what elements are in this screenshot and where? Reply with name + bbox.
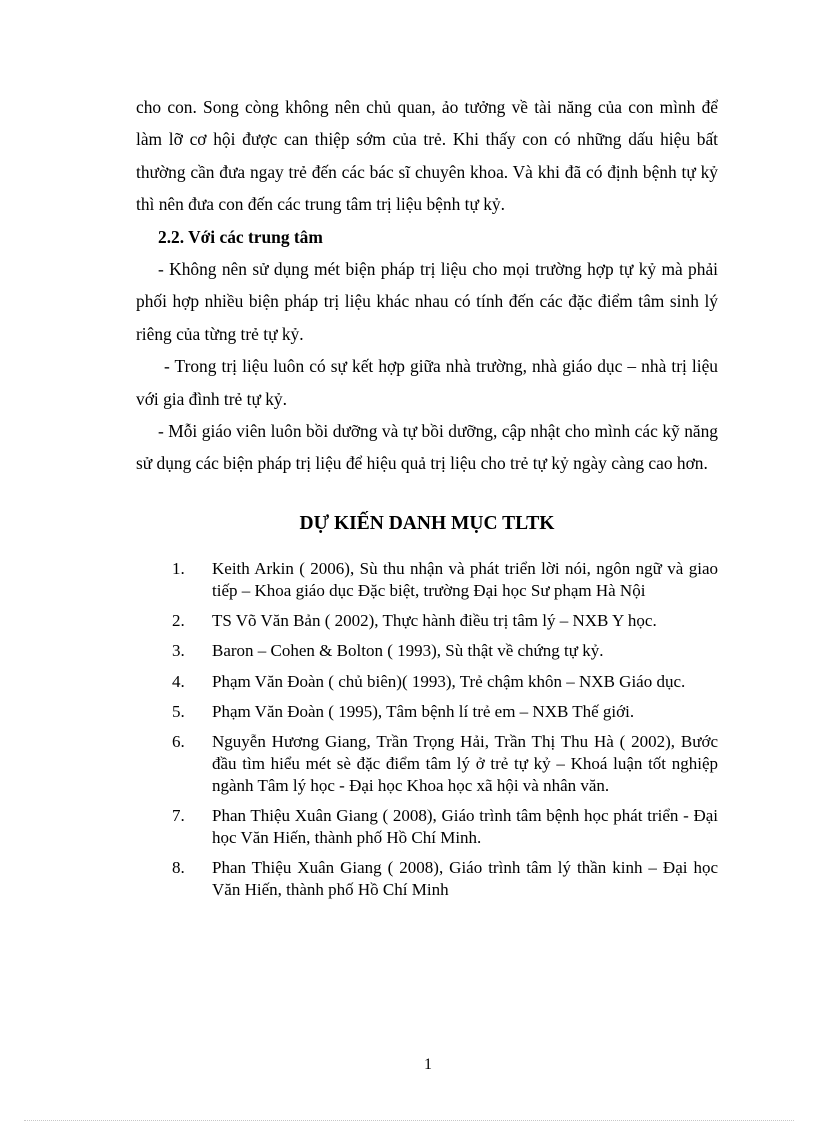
reference-text: Baron – Cohen & Bolton ( 1993), Sù thật về chứng tự kỷ. — [212, 641, 604, 661]
reference-number: 7. — [172, 806, 185, 826]
reference-item — [136, 731, 718, 796]
reference-text: TS Võ Văn Bản ( 2002), Thực hành điều trị tâm lý – NXB Y học. — [212, 611, 657, 631]
reference-item — [136, 610, 718, 632]
paragraph-centers-cooperation: - Trong trị liệu luôn có sự kết hợp giữa nhà trường, nhà giáo dục – nhà trị liệu với gia đình trẻ tự kỷ. — [136, 356, 718, 409]
reference-number: 4. — [172, 671, 185, 691]
reference-item — [136, 671, 718, 693]
reference-number: 8. — [172, 858, 185, 878]
reference-text: Phan Thiệu Xuân Giang ( 2008), Giáo trình tâm lý thần kinh – Đại học Văn Hiến, thành phố Hồ Chí Minh — [212, 858, 718, 900]
reference-text: Nguyễn Hương Giang, Trần Trọng Hải, Trần Thị Thu Hà ( 2002), Bước đầu tìm hiểu mét sè đặc điểm tâm lý ở trẻ tự kỷ – Khoá luận tốt nghiệp ngành Tâm lý học - Đại học Khoa học xã hội và nhân văn. — [212, 732, 718, 795]
reference-item — [136, 805, 718, 849]
paragraph-centers-teachers: - Mỗi giáo viên luôn bồi dưỡng và tự bồi dưỡng, cập nhật cho mình các kỹ năng sử dụng các biện pháp trị liệu để hiệu quả trị liệu cho trẻ tự kỷ ngày càng cao hơn. — [136, 421, 718, 474]
paragraph-parents-advice: cho con. Song còng không nên chủ quan, ảo tưởng về tài năng của con mình để làm lỡ cơ hội được can thiệp sớm của trẻ. Khi thấy con có những dấu hiệu bất thường cần đưa ngay trẻ đến các bác sĩ chuyên khoa. Và khi đã có định bệnh tự kỷ thì nên đưa con đến các trung tâm trị liệu bệnh tự kỷ. — [136, 97, 718, 215]
reference-number: 5. — [172, 701, 185, 721]
reference-number: 1. — [172, 559, 185, 578]
reference-text: Phan Thiệu Xuân Giang ( 2008), Giáo trình tâm bệnh học phát triển - Đại học Văn Hiến, thành phố Hồ Chí Minh. — [212, 806, 718, 847]
reference-number: 2. — [172, 611, 185, 631]
page-number: 1 — [424, 1056, 432, 1073]
references-title: DỰ KIẾN DANH MỤC TLTK — [299, 513, 555, 534]
paragraph-centers-therapy-methods: - Không nên sử dụng mét biện pháp trị liệu cho mọi trường hợp tự kỷ mà phải phối hợp nhiều biện pháp trị liệu khác nhau có tính đến các đặc điểm tâm sinh lý riêng của từng trẻ tự kỷ. — [136, 259, 718, 344]
reference-text: Phạm Văn Đoàn ( chủ biên)( 1993), Trẻ chậm khôn – NXB Giáo dục. — [212, 671, 686, 691]
references-list — [136, 558, 718, 909]
reference-text: Keith Arkin ( 2006), Sù thu nhận và phát triển lời nói, ngôn ngữ và giao tiếp – Khoa giáo dục Đặc biệt, trường Đại học Sư phạm Hà Nội — [212, 559, 718, 600]
section-heading-centers: 2.2. Với các trung tâm — [158, 226, 323, 247]
reference-number: 6. — [172, 732, 185, 752]
reference-item — [136, 558, 718, 602]
reference-number: 3. — [172, 641, 185, 661]
reference-item — [136, 701, 718, 723]
reference-item — [136, 640, 718, 662]
reference-item — [136, 857, 718, 901]
reference-text: Phạm Văn Đoàn ( 1995), Tâm bệnh lí trẻ em – NXB Thế giới. — [212, 701, 635, 721]
page-bottom-edge — [24, 1120, 794, 1121]
body-text — [136, 91, 718, 480]
